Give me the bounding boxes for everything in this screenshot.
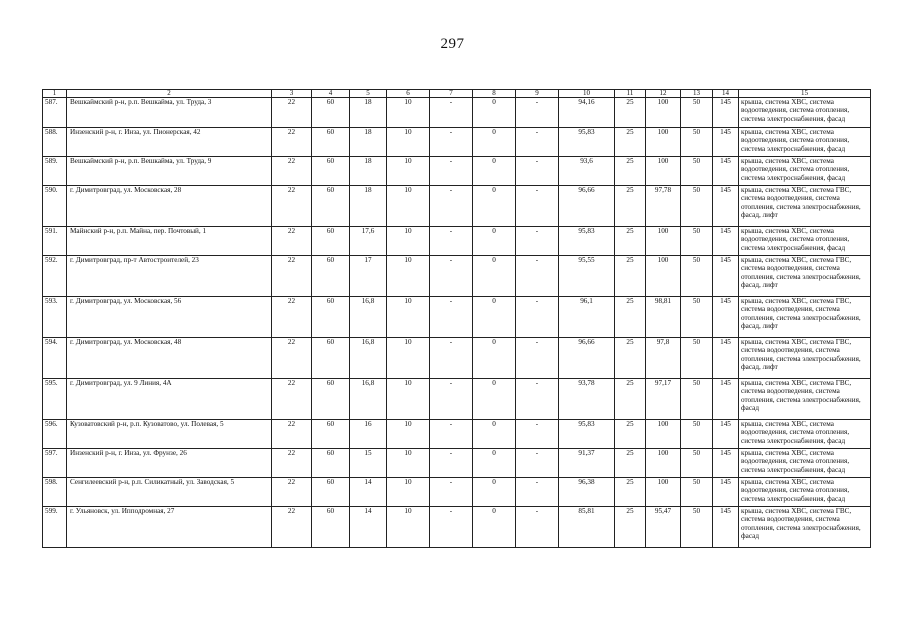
col-10-value: 96,66 [559,186,615,227]
col-12-value: 97,17 [646,379,681,420]
col-12-value: 100 [646,128,681,157]
works-list: крыша, система ХВС, система водоотведения, система отопления, система электроснабжения, фасад [739,98,871,128]
col-13-value: 50 [681,128,713,157]
col-7-value: - [430,338,473,379]
col-14-value: 145 [713,449,739,478]
col-11-value: 25 [615,478,646,507]
col-3-value: 22 [272,379,312,420]
col-10-value: 96,38 [559,478,615,507]
row-number: 599. [43,507,67,548]
col-8-value: 0 [473,338,516,379]
col-13-value: 50 [681,157,713,186]
col-11-value: 25 [615,449,646,478]
col-5-value: 14 [350,478,387,507]
column-number: 8 [473,90,516,98]
column-number: 4 [312,90,350,98]
col-10-value: 96,66 [559,338,615,379]
col-12-value: 100 [646,420,681,449]
col-8-value: 0 [473,98,516,128]
address: Кузоватовский р-н, р.п. Кузоватово, ул. Полевая, 5 [67,420,272,449]
works-list: крыша, система ХВС, система ГВС, система водоотведения, система отопления, система электроснабжения, фасад [739,507,871,548]
col-9-value: - [516,338,559,379]
col-3-value: 22 [272,128,312,157]
col-7-value: - [430,98,473,128]
row-number: 589. [43,157,67,186]
column-number: 9 [516,90,559,98]
col-14-value: 145 [713,420,739,449]
column-number: 5 [350,90,387,98]
table-row [43,420,871,449]
works-list: крыша, система ХВС, система ГВС, система водоотведения, система отопления, система электроснабжения, фасад, лифт [739,338,871,379]
col-11-value: 25 [615,297,646,338]
address: Инзенский р-н, г. Инза, ул. Фрунзе, 26 [67,449,272,478]
col-9-value: - [516,256,559,297]
col-8-value: 0 [473,449,516,478]
col-4-value: 60 [312,128,350,157]
row-number: 597. [43,449,67,478]
col-9-value: - [516,507,559,548]
col-3-value: 22 [272,420,312,449]
col-11-value: 25 [615,420,646,449]
col-7-value: - [430,449,473,478]
col-13-value: 50 [681,420,713,449]
table-row [43,338,871,379]
col-9-value: - [516,128,559,157]
column-number-row [43,90,871,98]
col-8-value: 0 [473,478,516,507]
col-10-value: 93,78 [559,379,615,420]
col-12-value: 100 [646,449,681,478]
row-number: 593. [43,297,67,338]
col-13-value: 50 [681,379,713,420]
col-5-value: 16 [350,420,387,449]
col-9-value: - [516,297,559,338]
col-6-value: 10 [387,449,430,478]
row-number: 596. [43,420,67,449]
col-5-value: 18 [350,128,387,157]
col-13-value: 50 [681,256,713,297]
col-14-value: 145 [713,297,739,338]
col-4-value: 60 [312,338,350,379]
col-14-value: 145 [713,157,739,186]
table-row [43,256,871,297]
col-9-value: - [516,157,559,186]
col-7-value: - [430,227,473,256]
col-4-value: 60 [312,420,350,449]
col-10-value: 95,83 [559,128,615,157]
col-9-value: - [516,420,559,449]
col-4-value: 60 [312,507,350,548]
col-5-value: 16,8 [350,379,387,420]
address: г. Димитровград, ул. Московская, 56 [67,297,272,338]
col-3-value: 22 [272,227,312,256]
col-8-value: 0 [473,379,516,420]
col-7-value: - [430,420,473,449]
col-12-value: 95,47 [646,507,681,548]
address: г. Димитровград, ул. Московская, 28 [67,186,272,227]
col-6-value: 10 [387,98,430,128]
table-row [43,128,871,157]
col-8-value: 0 [473,227,516,256]
table-row [43,98,871,128]
table-row [43,449,871,478]
column-number: 1 [43,90,67,98]
col-10-value: 94,16 [559,98,615,128]
works-list: крыша, система ХВС, система ГВС, система водоотведения, система отопления, система электроснабжения, фасад, лифт [739,297,871,338]
col-4-value: 60 [312,227,350,256]
col-8-value: 0 [473,420,516,449]
col-10-value: 95,55 [559,256,615,297]
works-list: крыша, система ХВС, система водоотведения, система отопления, система электроснабжения, фасад [739,128,871,157]
col-13-value: 50 [681,297,713,338]
col-14-value: 145 [713,338,739,379]
col-5-value: 14 [350,507,387,548]
col-8-value: 0 [473,157,516,186]
address: Сенгилеевский р-н, р.п. Силикатный, ул. Заводская, 5 [67,478,272,507]
col-4-value: 60 [312,157,350,186]
address: Инзенский р-н, г. Инза, ул. Пионерская, 42 [67,128,272,157]
row-number: 590. [43,186,67,227]
row-number: 591. [43,227,67,256]
col-11-value: 25 [615,379,646,420]
col-3-value: 22 [272,338,312,379]
col-5-value: 15 [350,449,387,478]
works-list: крыша, система ХВС, система водоотведения, система отопления, система электроснабжения, фасад [739,420,871,449]
col-7-value: - [430,186,473,227]
col-11-value: 25 [615,227,646,256]
table-row [43,227,871,256]
col-14-value: 145 [713,128,739,157]
col-5-value: 17 [350,256,387,297]
col-6-value: 10 [387,379,430,420]
col-10-value: 93,6 [559,157,615,186]
col-4-value: 60 [312,379,350,420]
address: г. Димитровград, ул. 9 Линия, 4А [67,379,272,420]
col-5-value: 17,6 [350,227,387,256]
col-8-value: 0 [473,128,516,157]
address: г. Димитровград, ул. Московская, 48 [67,338,272,379]
row-number: 588. [43,128,67,157]
table-row [43,379,871,420]
col-8-value: 0 [473,186,516,227]
col-14-value: 145 [713,186,739,227]
row-number: 587. [43,98,67,128]
column-number: 6 [387,90,430,98]
col-9-value: - [516,98,559,128]
col-7-value: - [430,297,473,338]
col-6-value: 10 [387,297,430,338]
works-list: крыша, система ХВС, система ГВС, система водоотведения, система отопления, система электроснабжения, фасад, лифт [739,186,871,227]
col-13-value: 50 [681,227,713,256]
col-8-value: 0 [473,297,516,338]
col-7-value: - [430,128,473,157]
address: Вешкаймский р-н, р.п. Вешкайма, ул. Труда, 3 [67,98,272,128]
col-11-value: 25 [615,256,646,297]
col-11-value: 25 [615,338,646,379]
col-3-value: 22 [272,297,312,338]
col-4-value: 60 [312,478,350,507]
col-11-value: 25 [615,98,646,128]
table-row [43,507,871,548]
col-5-value: 18 [350,98,387,128]
table-row [43,297,871,338]
works-list: крыша, система ХВС, система водоотведения, система отопления, система электроснабжения, фасад [739,478,871,507]
col-12-value: 98,81 [646,297,681,338]
page-number: 297 [440,36,465,52]
col-12-value: 100 [646,227,681,256]
table-row [43,186,871,227]
col-5-value: 18 [350,186,387,227]
col-11-value: 25 [615,186,646,227]
works-list: крыша, система ХВС, система водоотведения, система отопления, система электроснабжения, фасад [739,157,871,186]
col-4-value: 60 [312,449,350,478]
col-9-value: - [516,227,559,256]
col-10-value: 91,37 [559,449,615,478]
col-9-value: - [516,478,559,507]
col-3-value: 22 [272,98,312,128]
col-9-value: - [516,449,559,478]
address: Вешкаймский р-н, р.п. Вешкайма, ул. Труда, 9 [67,157,272,186]
column-number: 10 [559,90,615,98]
table-body [43,98,871,548]
col-12-value: 100 [646,98,681,128]
col-13-value: 50 [681,478,713,507]
col-6-value: 10 [387,157,430,186]
col-13-value: 50 [681,186,713,227]
col-12-value: 100 [646,256,681,297]
col-10-value: 96,1 [559,297,615,338]
col-4-value: 60 [312,256,350,297]
col-5-value: 16,8 [350,338,387,379]
works-list: крыша, система ХВС, система водоотведения, система отопления, система электроснабжения, фасад [739,449,871,478]
col-14-value: 145 [713,227,739,256]
col-13-value: 50 [681,338,713,379]
table-row [43,157,871,186]
col-7-value: - [430,256,473,297]
column-number: 13 [681,90,713,98]
col-8-value: 0 [473,507,516,548]
col-10-value: 85,81 [559,507,615,548]
col-14-value: 145 [713,256,739,297]
col-6-value: 10 [387,186,430,227]
col-4-value: 60 [312,297,350,338]
col-3-value: 22 [272,478,312,507]
col-7-value: - [430,478,473,507]
row-number: 598. [43,478,67,507]
works-list: крыша, система ХВС, система водоотведения, система отопления, система электроснабжения, фасад [739,227,871,256]
column-number: 3 [272,90,312,98]
address: Майнский р-н, р.п. Майна, пер. Почтовый, 1 [67,227,272,256]
col-3-value: 22 [272,507,312,548]
col-11-value: 25 [615,128,646,157]
col-13-value: 50 [681,507,713,548]
col-6-value: 10 [387,507,430,548]
col-6-value: 10 [387,256,430,297]
col-7-value: - [430,157,473,186]
row-number: 594. [43,338,67,379]
col-6-value: 10 [387,128,430,157]
col-12-value: 100 [646,157,681,186]
col-14-value: 145 [713,507,739,548]
address: г. Ульяновск, ул. Ипподромная, 27 [67,507,272,548]
col-4-value: 60 [312,98,350,128]
col-6-value: 10 [387,478,430,507]
col-3-value: 22 [272,256,312,297]
row-number: 592. [43,256,67,297]
row-number: 595. [43,379,67,420]
works-list: крыша, система ХВС, система ГВС, система водоотведения, система отопления, система электроснабжения, фасад [739,379,871,420]
col-10-value: 95,83 [559,420,615,449]
col-13-value: 50 [681,98,713,128]
col-9-value: - [516,186,559,227]
col-11-value: 25 [615,157,646,186]
column-number: 14 [713,90,739,98]
works-list: крыша, система ХВС, система ГВС, система водоотведения, система отопления, система электроснабжения, фасад, лифт [739,256,871,297]
col-14-value: 145 [713,478,739,507]
col-12-value: 97,8 [646,338,681,379]
table-row [43,478,871,507]
col-5-value: 18 [350,157,387,186]
col-12-value: 100 [646,478,681,507]
col-4-value: 60 [312,186,350,227]
column-number: 11 [615,90,646,98]
col-8-value: 0 [473,256,516,297]
col-3-value: 22 [272,186,312,227]
col-7-value: - [430,507,473,548]
col-11-value: 25 [615,507,646,548]
col-3-value: 22 [272,449,312,478]
col-6-value: 10 [387,227,430,256]
col-5-value: 16,8 [350,297,387,338]
col-12-value: 97,78 [646,186,681,227]
col-14-value: 145 [713,98,739,128]
col-9-value: - [516,379,559,420]
col-7-value: - [430,379,473,420]
col-6-value: 10 [387,338,430,379]
registry-table [42,89,871,548]
col-13-value: 50 [681,449,713,478]
col-3-value: 22 [272,157,312,186]
col-6-value: 10 [387,420,430,449]
column-number: 2 [67,90,272,98]
column-number: 12 [646,90,681,98]
address: г. Димитровград, пр-т Автостроителей, 23 [67,256,272,297]
col-14-value: 145 [713,379,739,420]
column-number: 15 [739,90,871,98]
col-10-value: 95,83 [559,227,615,256]
column-number: 7 [430,90,473,98]
